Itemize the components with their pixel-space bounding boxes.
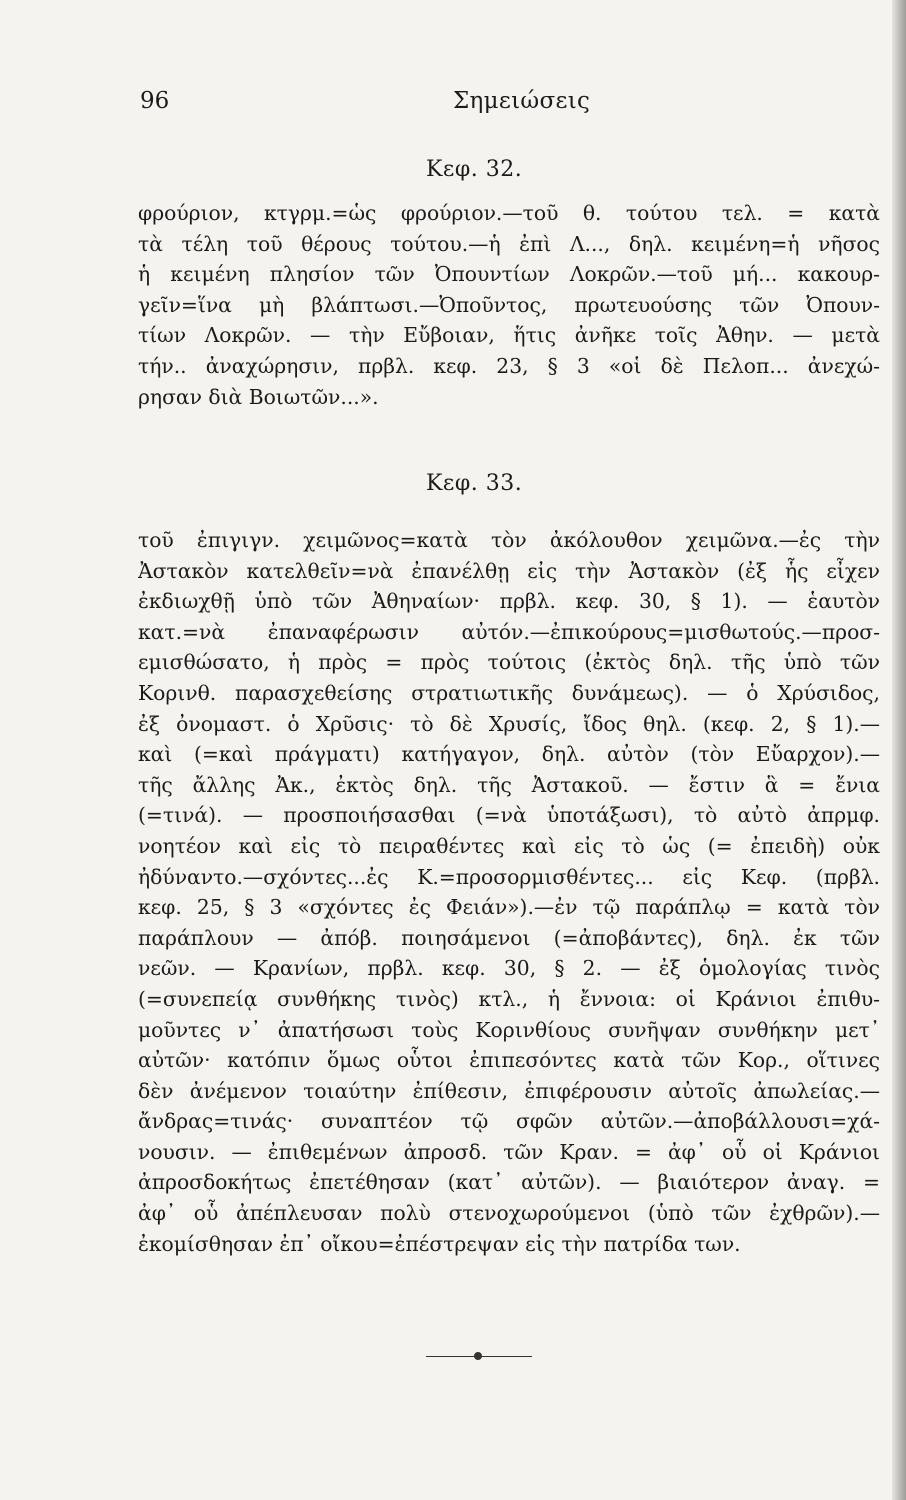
text-line: γεῖν=ἵνα μὴ βλάπτωσι.—Ὀποῦντος, πρωτευούσης τῶν Ὀπουν- [138,292,880,317]
page-number: 96 [140,88,170,114]
text-line: νεῶν. — Κρανίων, πρβλ. κεφ. 30, § 2. — ἐξ ὁμολογίας τινὸς [138,956,880,981]
text-line: τῆς ἄλλης Ἀκ., ἐκτὸς δηλ. τῆς Ἀστακοῦ. — ἔστιν ἃ = ἔνια [138,772,880,797]
text-line: ἐξ ὀνομαστ. ὁ Χρῦσις· τὸ δὲ Χρυσίς, ἴδος θηλ. (κεφ. 2, § 1).— [138,711,880,736]
text-line: παράπλουν — ἀπόβ. ποιησάμενοι (=ἀποβάντες), δηλ. ἐκ τῶν [138,925,880,950]
text-line: καὶ (=καὶ πράγματι) κατήγαγον, δηλ. αὐτὸν (τὸν Εὔαρχον).— [138,742,880,767]
chapter-heading-33: Κεφ. 33. [426,471,523,496]
text-line: ἀπροσδοκήτως ἐπετέθησαν (κατ᾽ αὐτῶν). — βιαιότερον ἀναγ. = [138,1170,880,1195]
text-line: δὲν ἀνέμενον τοιαύτην ἐπίθεσιν, ἐπιφέρουσιν αὐτοῖς ἀπωλείας.— [138,1078,880,1103]
text-line: τίων Λοκρῶν. — τὴν Εὔβοιαν, ἥτις ἀνῆκε τοῖς Ἀθην. — μετὰ [138,323,880,348]
text-line: Ἀστακὸν κατελθεῖν=νὰ ἐπανέλθῃ εἰς τὴν Ἀστακὸν (ἐξ ἧς εἶχεν [138,558,880,583]
text-line: ἐκδιωχθῇ ὑπὸ τῶν Ἀθηναίων· πρβλ. κεφ. 30, § 1). — ἑαυτὸν [138,589,880,614]
text-line: νουσιν. — ἐπιθεμένων ἀπροσδ. τῶν Κραν. = ἀφ᾽ οὗ οἱ Κράνιοι [138,1139,880,1164]
text-line: Κορινθ. παρασχεθείσης στρατιωτικῆς δυνάμεως). — ὁ Χρύσιδος, [138,680,880,705]
text-line: εμισθώσατο, ἡ πρὸς = πρὸς τούτοις (ἐκτὸς δηλ. τῆς ὑπὸ τῶν [138,650,880,675]
chapter-33-notes [138,525,880,1259]
text-line: φρούριον, κτγρμ.=ὡς φρούριον.—τοῦ θ. τούτου τελ. = κατὰ [138,201,880,225]
end-rule-dot [474,1352,482,1360]
page-edge-shadow [892,0,906,1500]
text-line: νοητέον καὶ εἰς τὸ πειραθέντες καὶ εἰς τὸ ὡς (= ἐπειδὴ) οὐκ [138,833,880,858]
running-title: Σημειώσεις [453,88,591,114]
text-line: τὰ τέλη τοῦ θέρους τούτου.—ἡ ἐπὶ Λ..., δηλ. κειμένη=ἡ νῆσος [138,231,880,256]
text-line: τοῦ ἐπιγιγν. χειμῶνος=κατὰ τὸν ἀκόλουθον χειμῶνα.—ἐς τὴν [138,528,880,552]
text-line: ἡ κειμένη πλησίον τῶν Ὀπουντίων Λοκρῶν.—τοῦ μή... κακουρ- [138,262,880,287]
text-line: ἠδύναντο.—σχόντες...ἐς Κ.=προσορμισθέντες... εἰς Κεφ. (πρβλ. [138,864,880,889]
text-line: κατ.=νὰ ἐπαναφέρωσιν αὐτόν.—ἐπικούρους=μισθωτούς.—προσ- [138,619,880,644]
text-line: ἐκομίσθησαν ἐπ᾽ οἴκου=ἐπέστρεψαν εἰς τὴν πατρίδα των. [138,1231,741,1256]
page-header [140,88,880,124]
text-line: (=συνεπείᾳ συνθήκης τινὸς) κτλ., ἡ ἔννοια: οἱ Κράνιοι ἐπιθυ- [138,986,880,1011]
text-line: (=τινά). — προσποιήσασθαι (=νὰ ὑποτάξωσι), τὸ αὐτὸ ἀπρμφ. [138,803,880,828]
text-line: τήν.. ἀναχώρησιν, πρβλ. κεφ. 23, § 3 «οἱ δὲ Πελοπ... ἀνεχώ- [138,353,880,378]
text-line: ἀφ᾽ οὗ ἀπέπλευσαν πολὺ στενοχωρούμενοι (ὑπὸ τῶν ἐχθρῶν).— [138,1201,880,1226]
chapter-heading-32: Κεφ. 32. [426,157,523,182]
text-line: ἄνδρας=τινάς· συναπτέον τῷ σφῶν αὐτῶν.—ἀποβάλλουσι=χά- [138,1109,880,1134]
chapter-32-notes [138,198,880,412]
text-line: μοῦντες ν᾽ ἀπατήσωσι τοὺς Κορινθίους συνῆψαν συνθήκην μετ᾽ [138,1017,880,1042]
text-line: κεφ. 25, § 3 «σχόντες ἐς Φειάν»).—ἐν τῷ παράπλῳ = κατὰ τὸν [138,895,880,920]
text-line: αὐτῶν· κατόπιν ὅμως οὗτοι ἐπιπεσόντες κατὰ τῶν Κορ., οἵτινες [138,1048,880,1073]
text-line: ρησαν διὰ Βοιωτῶν...». [138,384,379,409]
